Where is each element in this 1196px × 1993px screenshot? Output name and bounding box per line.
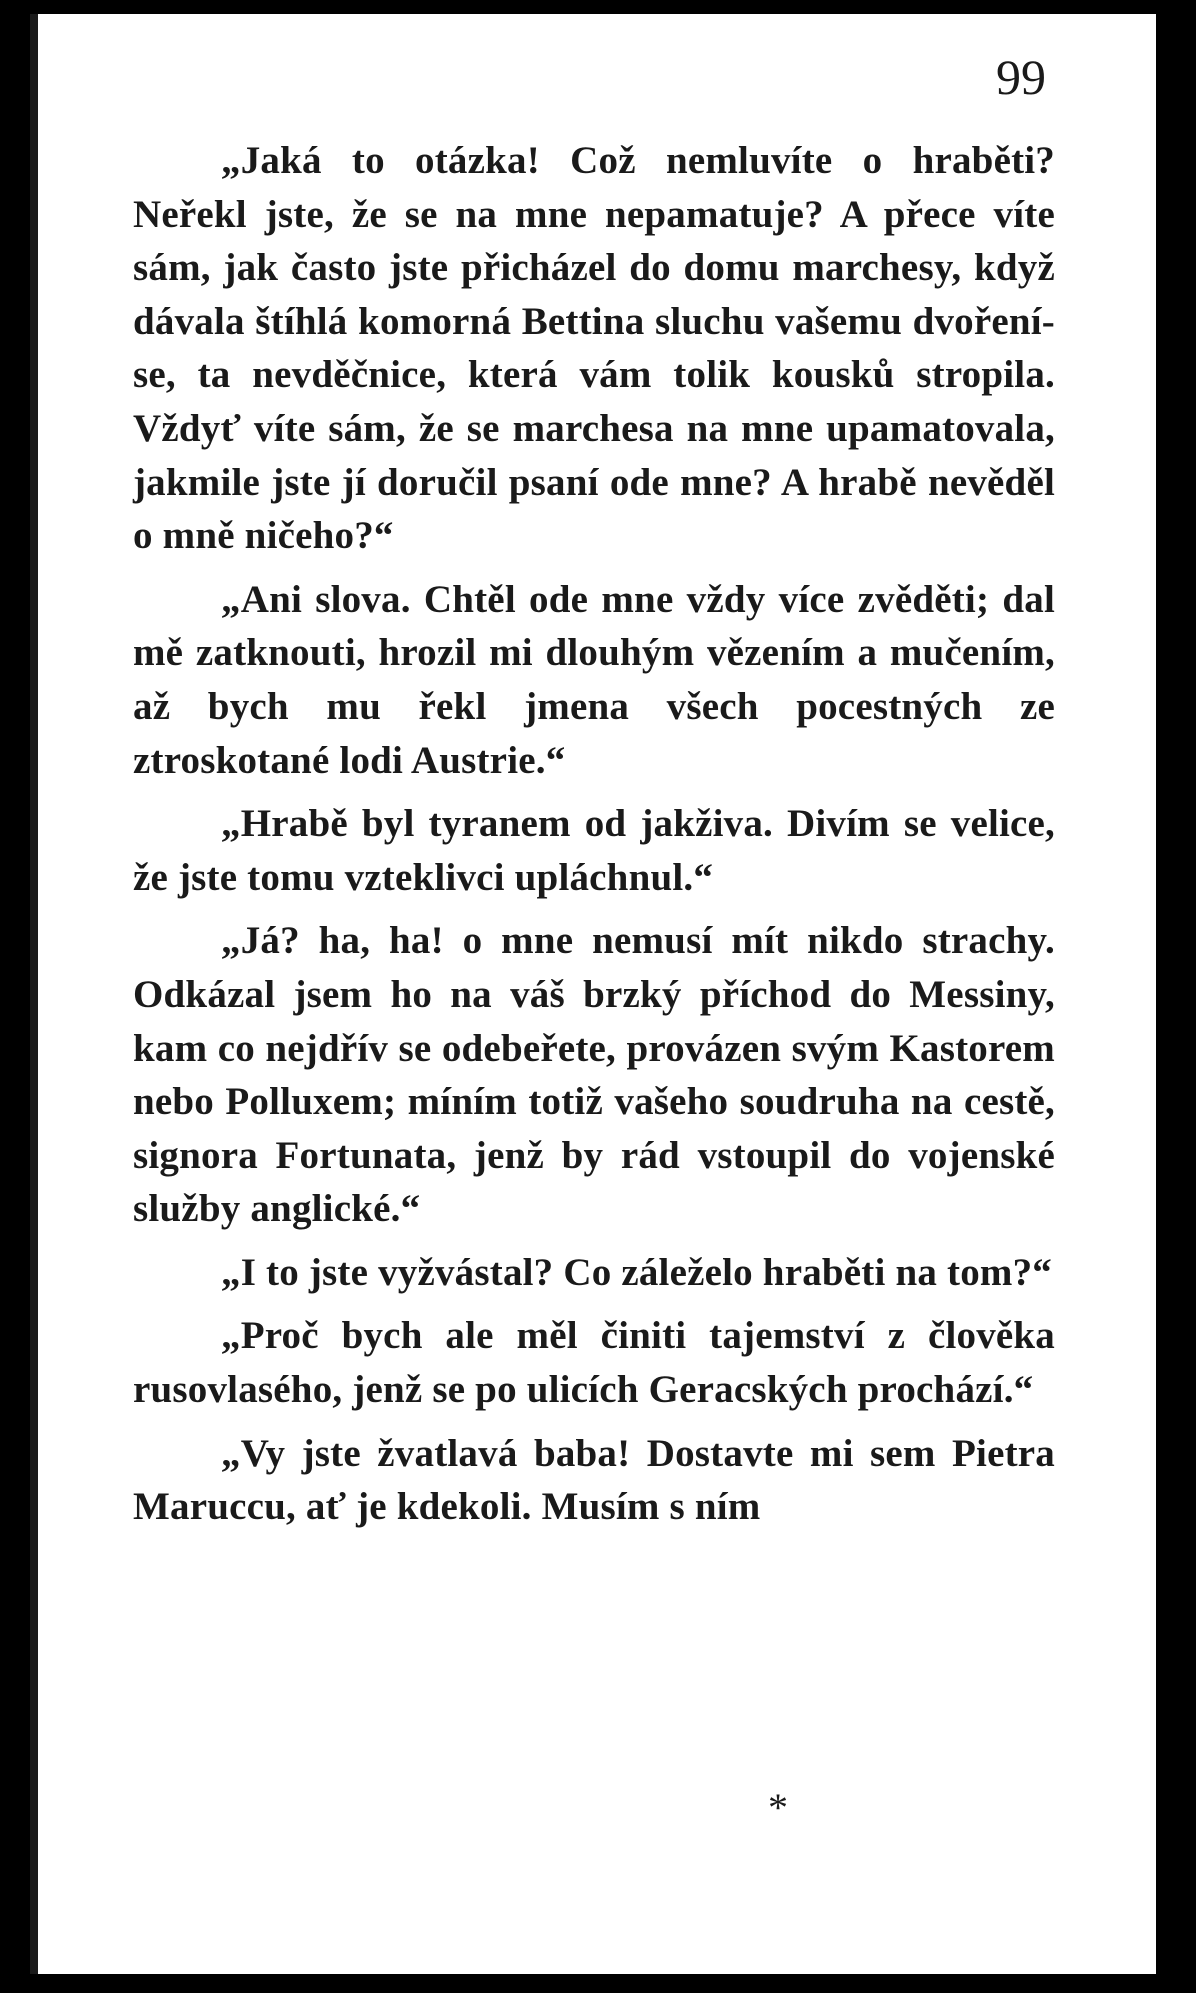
paragraph: „Vy jste žvatlavá baba! Dostavte mi sem Pietra Maruccu, ať je kdekoli. Musím s ním xyxy=(133,1431,1055,1529)
paragraph: „Jaká to otázka! Což nemluvíte o hraběti? Neřekl jste, že se na mne nepamatuje? A přece víte sám, jak často jste přicházel do domu marchesy, když dávala štíhlá komorná Bettina sluchu vašemu dvoření-se, ta nevděčnice, která vám tolik kousků stropila. Vždyť víte sám, že se marchesa na mne upamatovala, jakmile jste jí doručil psaní ode mne? A hrabě nevěděl o mně ničeho?“ xyxy=(133,139,1055,558)
paragraph: „Ani slova. Chtěl ode mne vždy více zvěděti; dal mě zatknouti, hrozil mi dlouhým vězením a mučením, až bych mu řekl jmena všech pocestných ze ztroskotané lodi Austrie.“ xyxy=(133,577,1055,782)
body-text xyxy=(133,134,1055,1544)
page-number: 99 xyxy=(996,49,1046,105)
paragraph: „Proč bych ale měl činiti tajemství z člověka rusovlasého, jenž se po ulicích Geracských prochází.“ xyxy=(133,1314,1055,1412)
paragraph: „Já? ha, ha! o mne nemusí mít nikdo strachy. Odkázal jsem ho na váš brzký příchod do Messiny, kam co nejdřív se odebeřete, provázen svým Kastorem nebo Polluxem; míním totiž vašeho soudruha na cestě, signora Fortunata, jenž by rád vstoupil do vojenské služby anglické.“ xyxy=(133,919,1055,1231)
signature-mark: * xyxy=(768,1785,788,1830)
book-page xyxy=(30,14,1156,1974)
paragraph: „I to jste vyžvástal? Co záleželo hraběti na tom?“ xyxy=(221,1250,1052,1294)
paragraph: „Hrabě byl tyranem od jakživa. Divím se velice, že jste tomu vzteklivci upláchnul.“ xyxy=(133,802,1055,899)
